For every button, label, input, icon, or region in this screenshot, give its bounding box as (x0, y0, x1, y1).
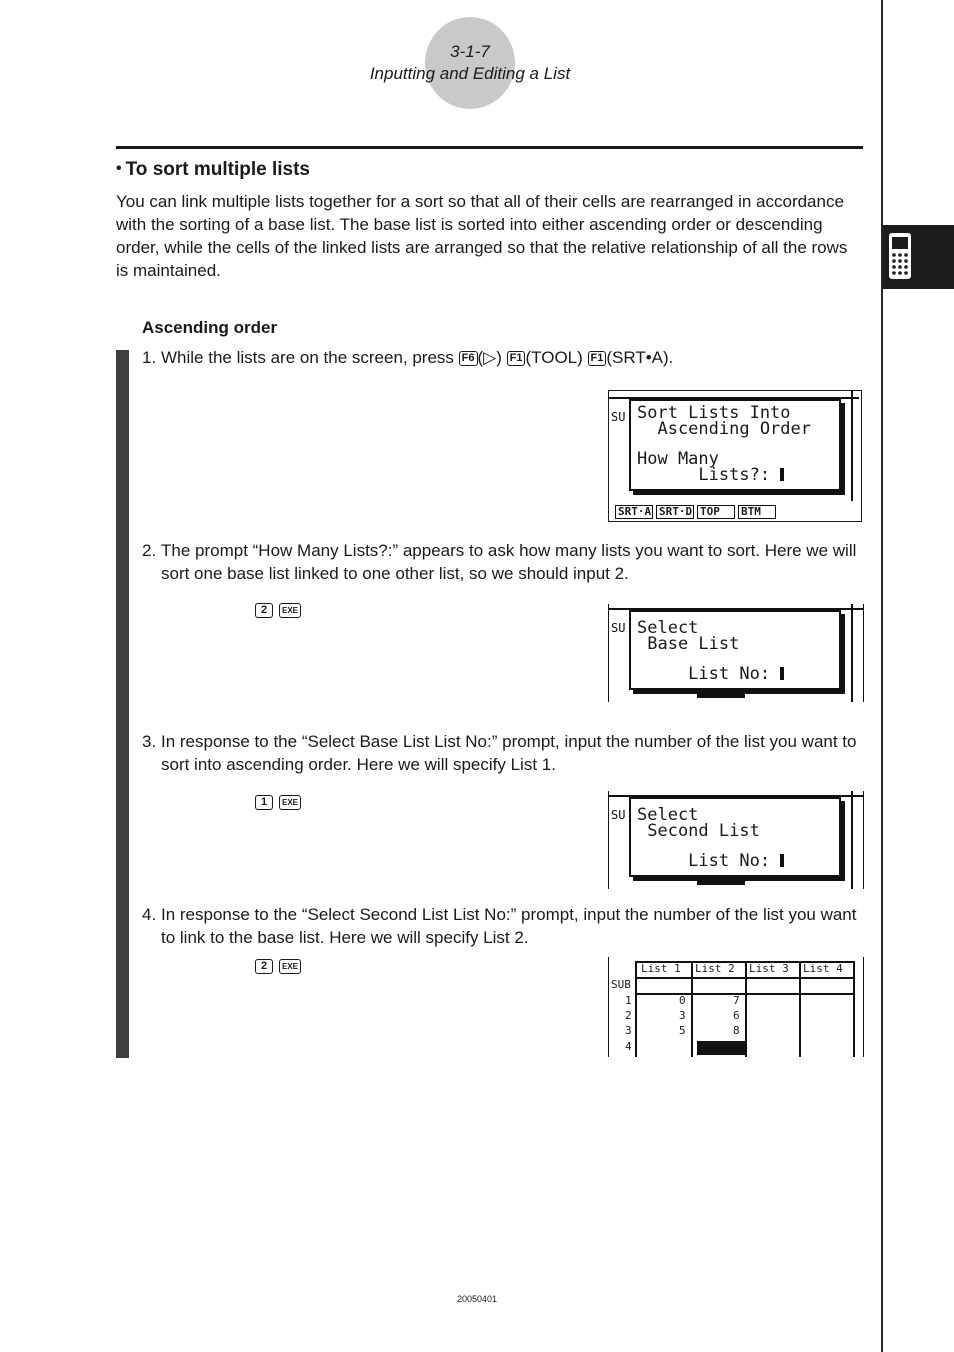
fkey-srt-a: SRT·A (615, 505, 653, 519)
dialog-line: Select (637, 618, 699, 638)
exe-key-icon: EXE (279, 603, 301, 618)
step-text: In response to the “Select Second List List No:” prompt, input the number of the list you want to link to the base list. Here we will specify List 2. (161, 905, 857, 947)
calculator-icon (882, 225, 954, 289)
key-sequence (255, 603, 307, 618)
header-circle-decoration (425, 17, 515, 109)
column-header: List 1 (641, 962, 681, 975)
page-title: Inputting and Editing a List (369, 64, 571, 83)
step-3 (142, 730, 862, 776)
key-caption: (SRT•A). (606, 348, 674, 367)
calculator-tab (882, 225, 954, 289)
sort-dialog (629, 399, 841, 491)
row-label: 1 (625, 994, 632, 1007)
f1-key-icon: F1 (588, 351, 607, 366)
dialog-line: Select (637, 805, 699, 825)
table-cell: 7 (733, 994, 740, 1007)
calculator-screen-second-list (608, 791, 864, 889)
key-caption: (▷) (477, 348, 502, 367)
calculator-screen-sort-prompt (608, 390, 862, 522)
section-heading-text: To sort multiple lists (125, 159, 310, 180)
procedure-bar (116, 350, 129, 1058)
table-cell: 5 (679, 1024, 686, 1037)
function-key-bar (615, 505, 776, 519)
key-sequence (255, 795, 307, 810)
cursor-icon (780, 667, 784, 680)
dialog-line: Second List (637, 821, 760, 841)
table-cell: 6 (733, 1009, 740, 1022)
section-divider (116, 146, 863, 149)
ascending-order-heading: Ascending order (142, 318, 278, 337)
exe-key-icon: EXE (279, 959, 301, 974)
calculator-screen-base-list (608, 604, 864, 702)
row-label: SUB (611, 978, 631, 991)
screen-side-label: SU (611, 621, 626, 635)
column-header: List 4 (803, 962, 843, 975)
dialog-line: List No: (637, 664, 781, 684)
dialog-line: Ascending Order (637, 419, 811, 439)
right-margin-rule (881, 0, 883, 1352)
dialog-line: How Many (637, 449, 719, 469)
bullet-icon: • (116, 160, 122, 177)
column-header: List 2 (695, 962, 735, 975)
row-label: 4 (625, 1040, 632, 1053)
step-number: 3. (142, 732, 157, 751)
calculator-screen-list-table (608, 957, 864, 1057)
dialog-line: List No: (637, 851, 781, 871)
fkey-srt-d: SRT·D (656, 505, 694, 519)
base-list-dialog (629, 610, 841, 690)
step-text: The prompt “How Many Lists?:” appears to ask how many lists you want to sort. Here we will sort one base list linked to one other list, so we should input 2. (161, 541, 857, 583)
column-header: List 3 (749, 962, 789, 975)
table-cell: 3 (679, 1009, 686, 1022)
key-caption: (TOOL) (525, 348, 583, 367)
fkey-top: TOP (697, 505, 735, 519)
table-cell: 8 (733, 1024, 740, 1037)
dialog-line: Lists?: (637, 465, 781, 485)
digit-2-key-icon: 2 (255, 603, 273, 618)
key-sequence (255, 959, 307, 974)
dialog-line: Base List (637, 634, 740, 654)
intro-paragraph: You can link multiple lists together for a sort so that all of their cells are rearranged in accordance with the sorting of a base list. The base list is sorted into either ascending order or descending order, while the cells of the linked lists are arranged so that the relative relationship of all the rows is maintained. (116, 192, 848, 280)
row-label: 2 (625, 1009, 632, 1022)
cursor-icon (780, 468, 784, 481)
step-text: While the lists are on the screen, press (161, 348, 454, 367)
f1-key-icon: F1 (507, 351, 526, 366)
row-label: 3 (625, 1024, 632, 1037)
f6-key-icon: F6 (459, 351, 478, 366)
cursor-icon (780, 854, 784, 867)
step-text: In response to the “Select Base List List No:” prompt, input the number of the list you want to sort into ascending order. Here we will specify List 1. (161, 732, 857, 774)
step-number: 4. (142, 905, 157, 924)
step-1 (142, 346, 862, 369)
step-number: 1. (142, 348, 157, 367)
digit-2-key-icon: 2 (255, 959, 273, 974)
section-heading (116, 159, 310, 181)
screen-side-label: SU (611, 808, 626, 822)
screen-side-label: SU (611, 410, 626, 424)
fkey-btm: BTM (738, 505, 776, 519)
dialog-line: Sort Lists Into (637, 403, 791, 423)
table-cell: 0 (679, 994, 686, 1007)
second-list-dialog (629, 797, 841, 877)
step-4 (142, 903, 862, 949)
step-2 (142, 539, 862, 585)
step-number: 2. (142, 541, 157, 560)
footer-code: 20050401 (456, 1294, 498, 1304)
digit-1-key-icon: 1 (255, 795, 273, 810)
exe-key-icon: EXE (279, 795, 301, 810)
page-number: 3-1-7 (450, 42, 490, 61)
